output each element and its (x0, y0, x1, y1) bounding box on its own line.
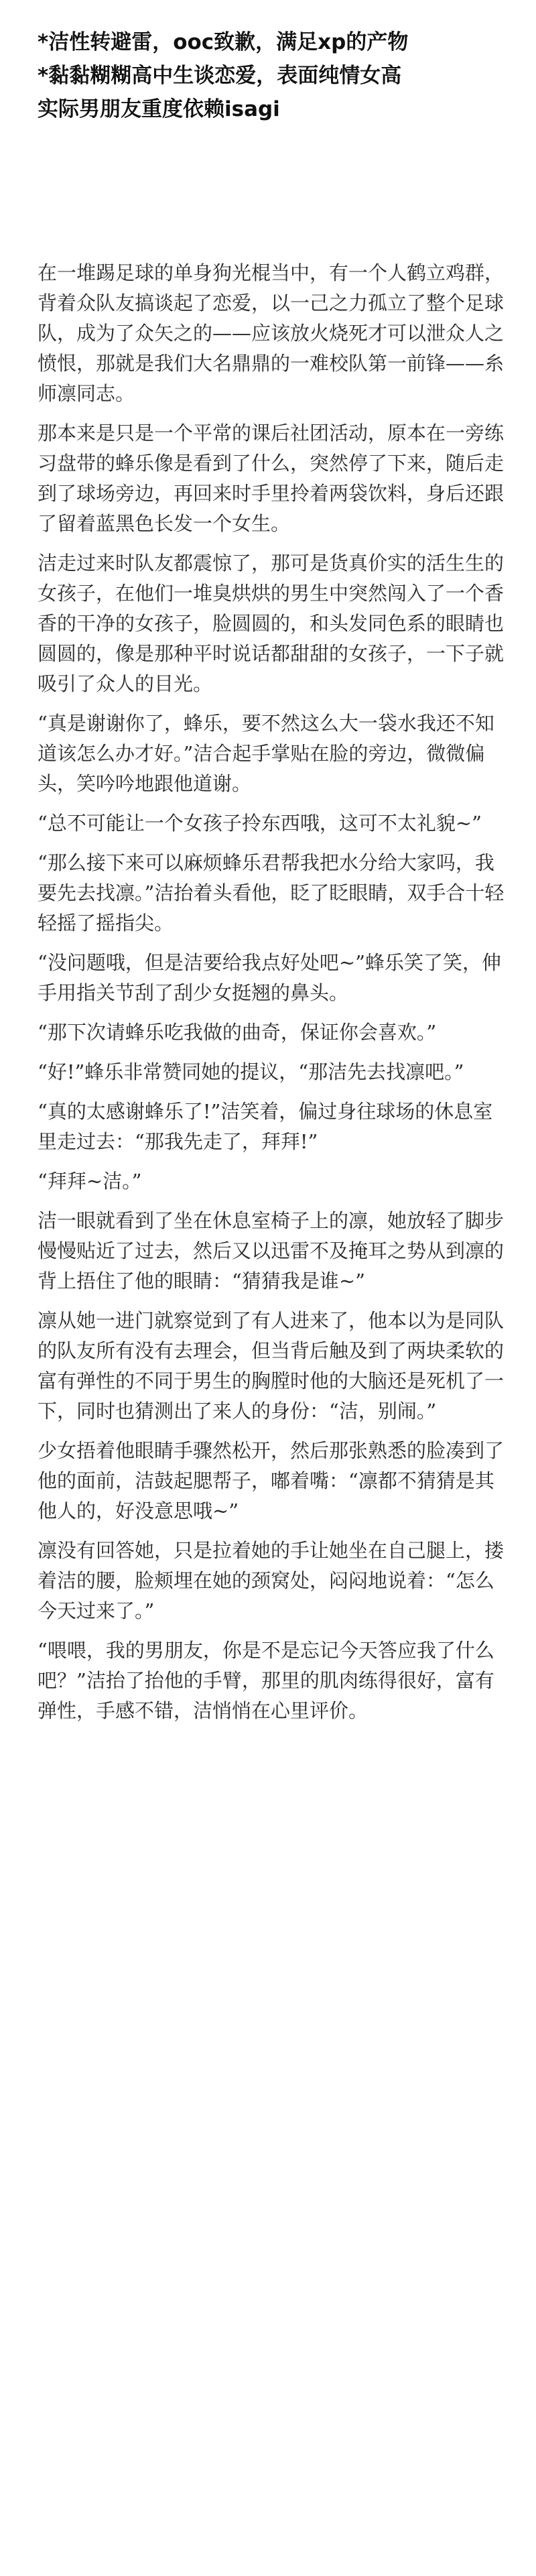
header-summary-line-continued: 实际男朋友重度依赖isagi (38, 97, 280, 121)
story-header (38, 25, 500, 126)
story-paragraph: “那下次请蜂乐吃我做的曲奇，保证你会喜欢。” (38, 1021, 437, 1044)
story-paragraph: “好!”蜂乐非常赞同她的提议，“那洁先去找凛吧。” (38, 1060, 464, 1083)
story-paragraph: 在一堆踢足球的单身狗光棍当中，有一个人鹤立鸡群，背着众队友搞谈起了恋爱，以一己之力孤立了整个足球队，成为了众矢之的——应该放火烧死才可以泄众人之愤恨，那就是我们大名鼎鼎的一难校队第一前锋——糸师凛同志。 (38, 261, 505, 405)
story-paragraph: “那么接下来可以麻烦蜂乐君帮我把水分给大家吗，我要先去找凛。”洁抬着头看他，眨了眨眼睛，双手合十轻轻摇了摇指尖。 (38, 851, 505, 934)
story-paragraph: 凛没有回答她，只是拉着她的手让她坐在自己腿上，搂着洁的腰，脸颊埋在她的颈窝处，闷闷地说着：“怎么今天过来了。” (38, 1539, 505, 1622)
header-summary-line: *黏黏糊糊高中生谈恋爱，表面纯情女高 (38, 64, 402, 88)
story-paragraph: 少女捂着他眼睛手骤然松开，然后那张熟悉的脸凑到了他的面前，洁鼓起腮帮子，嘟着嘴：“凛都不猜猜是其他人的，好没意思哦~” (38, 1439, 505, 1522)
header-warning-line: *洁性转避雷，ooc致歉，满足xp的产物 (38, 30, 409, 54)
story-paragraph: “真是谢谢你了，蜂乐，要不然这么大一袋水我还不知道该怎么办才好。”洁合起手掌贴在脸的旁边，微微偏头，笑吟吟地跟他道谢。 (38, 712, 494, 795)
story-paragraph: “喂喂，我的男朋友，你是不是忘记今天答应我了什么吧？”洁抬了抬他的手臂，那里的肌肉练得很好，富有弹性，手感不错，洁悄悄在心里评价。 (38, 1639, 494, 1722)
story-paragraph: “没问题哦，但是洁要给我点好处吧~”蜂乐笑了笑，伸手用指关节刮了刮少女挺翘的鼻头。 (38, 951, 501, 1004)
story-body (38, 258, 507, 1735)
story-paragraph: “总不可能让一个女孩子拎东西哦，这可不太礼貌~” (38, 812, 482, 835)
story-paragraph: 凛从她一进门就察觉到了有人进来了，他本以为是同队的队友所有没有去理会，但当背后触及到了两块柔软的富有弹性的不同于男生的胸膛时他的大脑还是死机了一下，同时也猜测出了来人的身份：“洁，别闹。” (38, 1309, 505, 1422)
story-paragraph: 那本来是只是一个平常的课后社团活动，原本在一旁练习盘带的蜂乐像是看到了什么，突然停了下来，随后走到了球场旁边，再回来时手里拎着两袋饮料，身后还跟了留着蓝黑色长发一个女生。 (38, 422, 505, 535)
story-paragraph: “真的太感谢蜂乐了!”洁笑着，偏过身往球场的休息室里走过去：“那我先走了，拜拜!” (38, 1100, 493, 1153)
story-paragraph: “拜拜~洁。” (38, 1170, 142, 1192)
story-paragraph: 洁走过来时队友都震惊了，那可是货真价实的活生生的女孩子，在他们一堆臭烘烘的男生中突然闯入了一个香香的干净的女孩子，脸圆圆的，和头发同色系的眼睛也圆圆的，像是那种平时说话都甜甜的女孩子，一下子就吸引了众人的目光。 (38, 552, 505, 695)
story-paragraph: 洁一眼就看到了坐在休息室椅子上的凛，她放轻了脚步慢慢贴近了过去，然后又以迅雷不及掩耳之势从到凛的背上捂住了他的眼睛：“猜猜我是谁~” (38, 1209, 505, 1292)
